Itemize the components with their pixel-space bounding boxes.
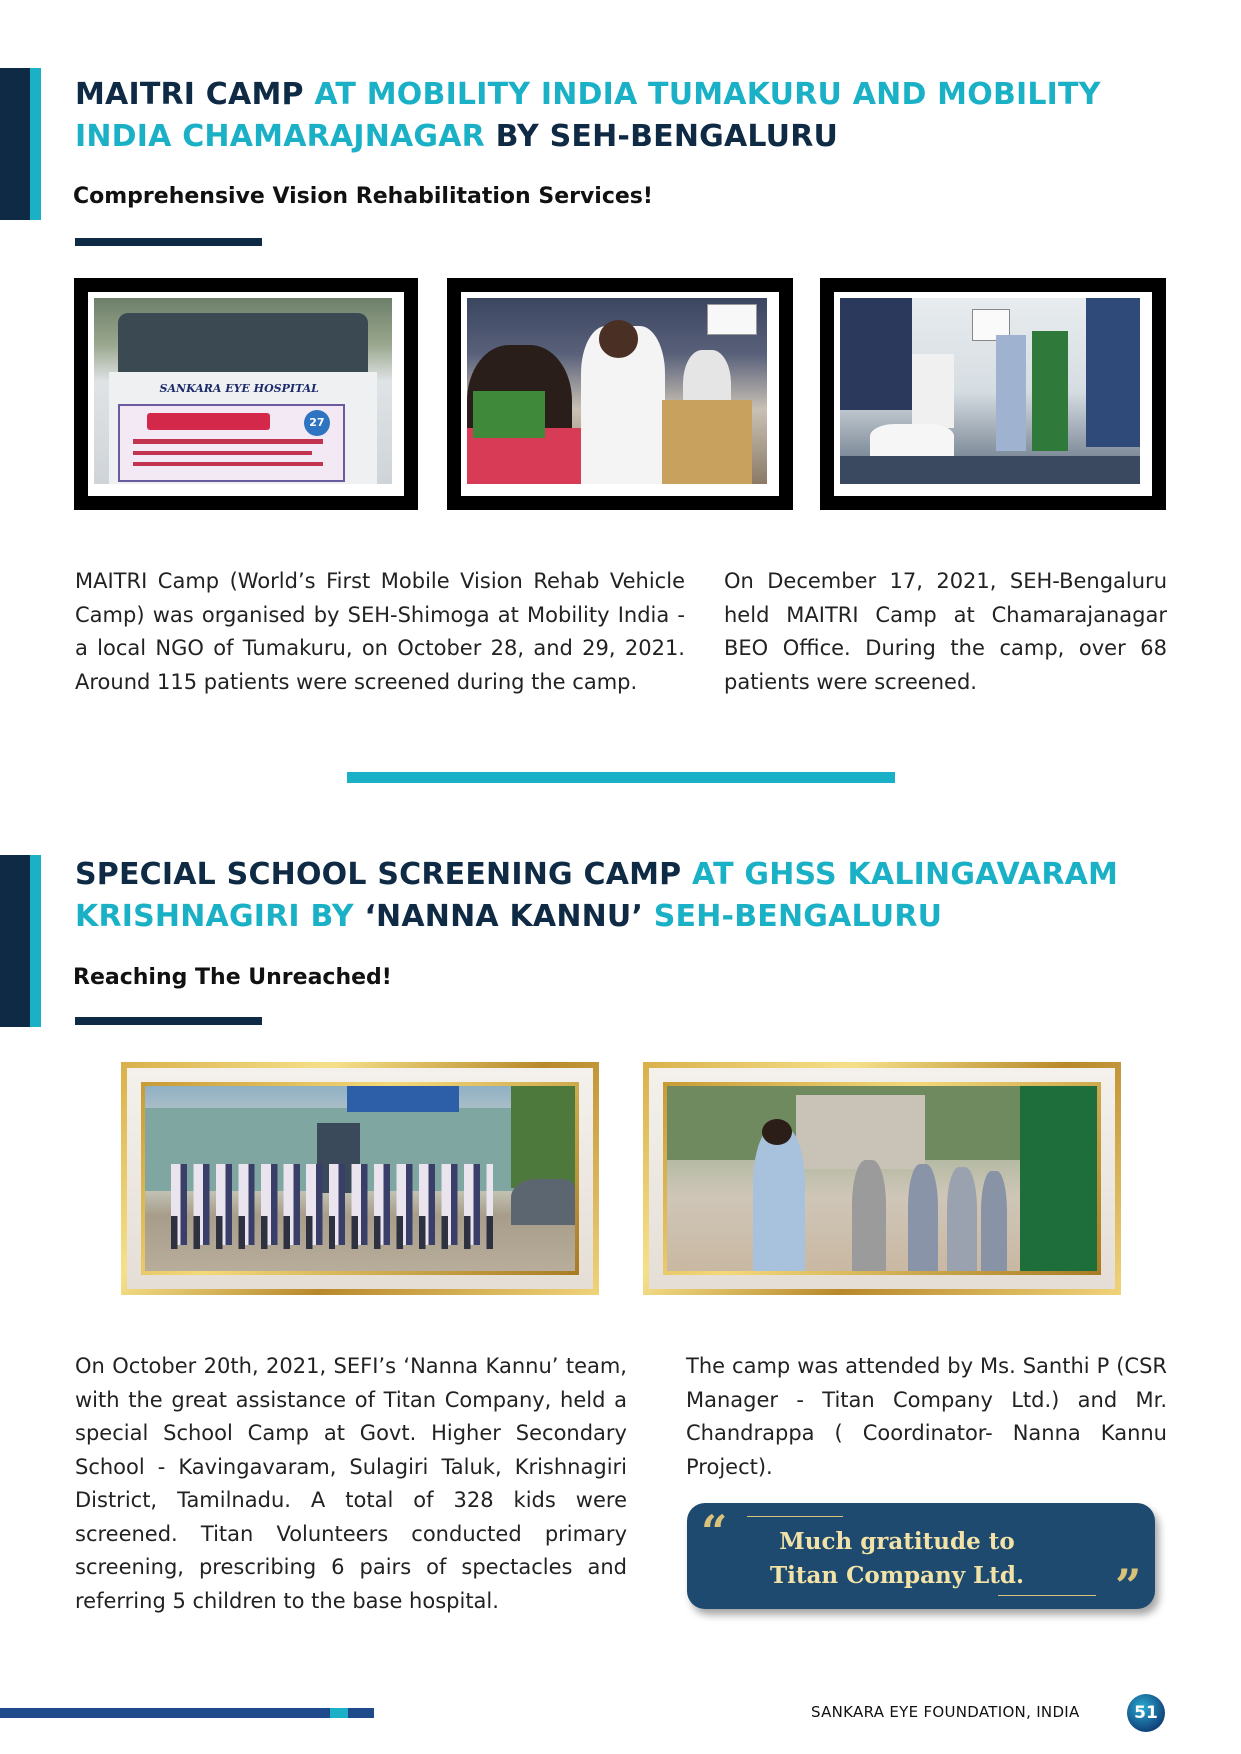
quote-box	[687, 1503, 1155, 1613]
photo-bus-frame	[74, 278, 418, 510]
section1-title	[75, 74, 1195, 158]
footer-bar-navy-end	[348, 1708, 374, 1718]
section-divider	[347, 772, 895, 783]
bus-label: SANKARA EYE HOSPITAL	[159, 381, 319, 395]
photo-group	[145, 1086, 575, 1271]
section1-title-part1: MAITRI CAMP	[75, 77, 304, 112]
quote-close-icon: ”	[1115, 1559, 1142, 1613]
section2-title-part1: SPECIAL SCHOOL SCREENING CAMP	[75, 857, 682, 892]
section2-accent-bar-teal	[30, 855, 41, 1027]
photo-group-frame	[121, 1062, 599, 1295]
quote-text: Much gratitude to Titan Company Ltd.	[769, 1528, 1025, 1589]
section1-title-part3: BY SEH-BENGALURU	[495, 119, 839, 154]
section1-title-part2: AT MOBILITY INDIA TUMAKURU AND MOBILITY INDIA CHAMARAJNAGAR	[75, 77, 1101, 154]
bus-banner	[118, 404, 346, 482]
section1-accent-bar	[0, 68, 30, 220]
section2-title	[75, 854, 1195, 938]
section2-title-part3: ‘NANNA KANNU’	[364, 899, 644, 934]
footer-organization: SANKARA EYE FOUNDATION, INDIA	[811, 1703, 1080, 1721]
section1-paragraph-left: MAITRI Camp (World’s First Mobile Vision Rehab Vehicle Camp) was organised by SEH-Shimoga at Mobility India - a local NGO of Tumakuru, on October 28, and 29, 2021. Around 115 patients were screened during the camp.	[75, 569, 685, 694]
section2-paragraph-right: The camp was attended by Ms. Santhi P (CSR Manager - Titan Company Ltd.) and Mr. Chandrappa ( Coordinator- Nanna Kannu Project).	[686, 1354, 1167, 1479]
section1-subtitle-underline	[75, 238, 262, 246]
photo-school	[667, 1086, 1097, 1271]
section1-subtitle: Comprehensive Vision Rehabilitation Services!	[73, 184, 653, 209]
photo-school-frame	[643, 1062, 1121, 1295]
section2-title-part4: SEH-BENGALURU	[653, 899, 943, 934]
section2-accent-bar	[0, 855, 30, 1027]
section2-paragraph-left: On October 20th, 2021, SEFI’s ‘Nanna Kannu’ team, with the great assistance of Titan Company, held a special School Camp at Govt. Higher Secondary School - Kavingavaram, Sulagiri Taluk, Krishnagiri District, Tamilnadu. A total of 328 kids were screened. Titan Volunteers conducted primary screening, prescribing 6 pairs of spectacles and referring 5 children to the base hospital.	[75, 1354, 627, 1613]
section1-paragraph-right: On December 17, 2021, SEH-Bengaluru held MAITRI Camp at Chamarajanagar BEO Office. During the camp, over 68 patients were screened.	[724, 569, 1167, 694]
banner-badge: 27	[304, 410, 330, 436]
photo-eye-exam	[467, 298, 767, 484]
section2-title-part2: AT GHSS KALINGAVARAM KRISHNAGIRI BY	[75, 857, 1119, 934]
footer-bar-teal	[330, 1708, 348, 1718]
photo-van-interior	[840, 298, 1140, 484]
quote-top-rule	[747, 1516, 843, 1517]
footer-bar-navy	[0, 1708, 330, 1718]
page-number-badge: 51	[1127, 1694, 1165, 1732]
photo-van-interior-frame	[820, 278, 1166, 510]
quote-open-icon: “	[701, 1505, 728, 1559]
quote-bottom-rule	[998, 1595, 1096, 1596]
section2-subtitle-underline	[75, 1017, 262, 1025]
photo-eye-exam-frame	[447, 278, 793, 510]
photo-bus	[94, 298, 392, 484]
section1-accent-bar-teal	[30, 68, 41, 220]
section2-subtitle: Reaching The Unreached!	[73, 965, 392, 990]
